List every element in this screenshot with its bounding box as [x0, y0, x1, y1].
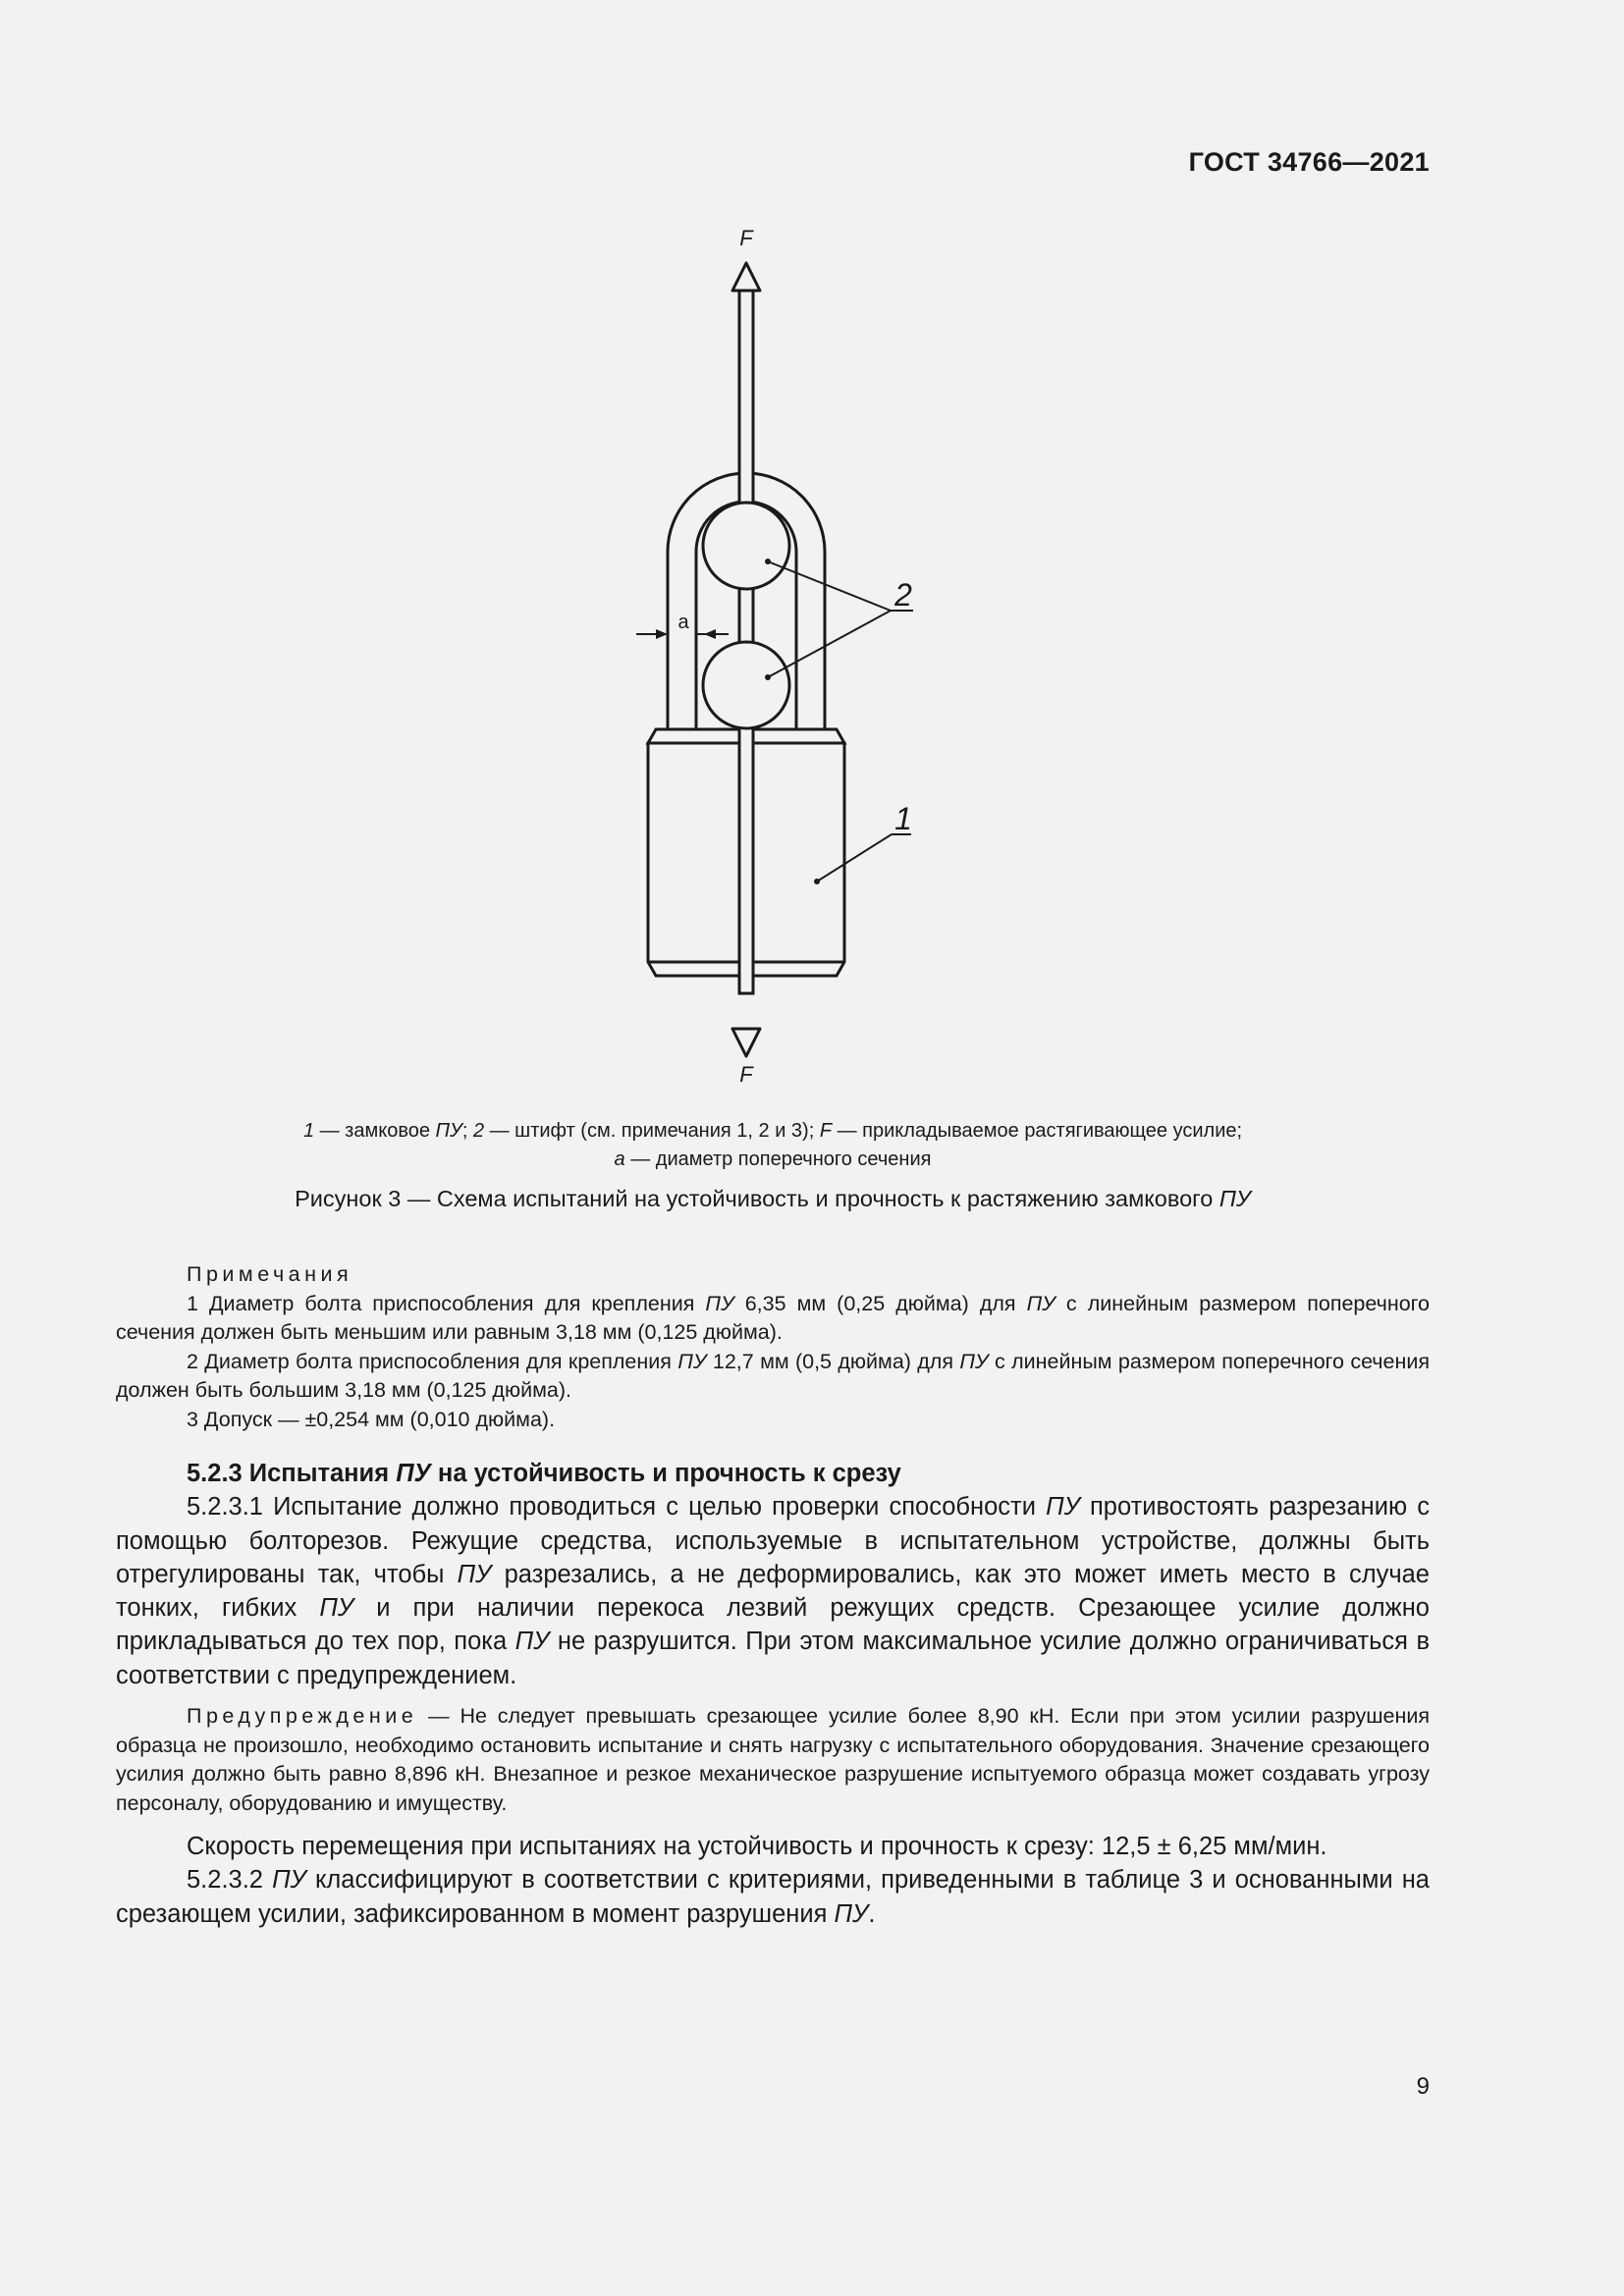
- note-2: 2 Диаметр болта приспособления для крепления ПУ 12,7 мм (0,5 дюйма) для ПУ с линейным размером поперечного сечения должен быть большим 3,18 мм (0,125 дюйма).: [116, 1349, 1430, 1402]
- label-force-bottom: F: [739, 1062, 753, 1087]
- notes-title: Примечания: [187, 1262, 353, 1286]
- warning-paragraph: Предупреждение — Не следует превышать срезающее усилие более 8,90 кН. Если при этом усилии разрушения образца не произошло, необходимо остановить испытание и снять нагрузку с испытательного оборудования. Значение срезающего усилия должно быть равно 8,896 кН. Внезапное и резкое механическое разрушение испытуемого образца может создавать угрозу персоналу, оборудованию и имуществу.: [116, 1704, 1430, 1815]
- warning-title: Предупреждение: [187, 1704, 418, 1729]
- pin-bottom: [703, 642, 789, 728]
- label-force-top: F: [739, 226, 753, 250]
- padlock-diagram: [589, 206, 982, 1109]
- legend-num-2: 2: [472, 1120, 485, 1142]
- legend-num-1: 1: [302, 1120, 315, 1142]
- paragraph-speed: Скорость перемещения при испытаниях на устойчивость и прочность к срезу: 12,5 ± 6,25 мм/мин.: [187, 1833, 1327, 1861]
- figure-padlock-tensile-test: [589, 206, 982, 1109]
- note-1: 1 Диаметр болта приспособления для крепления ПУ 6,35 мм (0,25 дюйма) для ПУ с линейным размером поперечного сечения должен быть меньшим или равным 3,18 мм (0,125 дюйма).: [116, 1291, 1430, 1344]
- paragraph-5-2-3-1: 5.2.3.1 Испытание должно проводиться с целью проверки способности ПУ противостоять разрезанию с помощью болторезов. Режущие средства, используемые в испытательном устройстве, должны быть отрегулированы так, чтобы ПУ разрезались, а не деформировались, как это может иметь место в случае тонких, гибких ПУ и при наличии перекоса лезвий режущих средств. Срезающее усилие должно прикладываться до тех пор, пока ПУ не разрушится. При этом максимальное усилие должно ограничиваться в соответствии с предупреждением.: [116, 1493, 1430, 1689]
- pull-rod: [739, 287, 753, 993]
- force-arrow-bottom: [732, 1029, 760, 1056]
- page-number: 9: [1416, 2073, 1430, 2100]
- callout-2: 2: [894, 577, 912, 613]
- figure-legend: 1 — замковое ПУ; 2 — штифт (см. примечания 1, 2 и 3); F — прикладываемое растягивающее усилие; a — диаметр поперечного сечения: [302, 1120, 1243, 1170]
- figure-caption: Рисунок 3 — Схема испытаний на устойчивость и прочность к растяжению замкового ПУ: [295, 1186, 1251, 1211]
- section-5-2-3: [116, 1457, 1430, 1931]
- label-dimension-a: a: [677, 612, 689, 633]
- section-heading: 5.2.3 Испытания ПУ на устойчивость и прочность к срезу: [187, 1460, 901, 1487]
- callout-1: 1: [894, 801, 912, 836]
- paragraph-5-2-3-2: 5.2.3.2 ПУ классифицируют в соответствии с критериями, приведенными в таблице 3 и основанными на срезающем усилии, зафиксированном в момент разрушения ПУ.: [116, 1866, 1430, 1928]
- notes-block: [116, 1260, 1430, 1434]
- pin-top: [703, 503, 789, 589]
- document-code-header: ГОСТ 34766—2021: [1188, 147, 1430, 177]
- force-arrow-top: [732, 263, 760, 291]
- note-3: 3 Допуск — ±0,254 мм (0,010 дюйма).: [187, 1407, 556, 1431]
